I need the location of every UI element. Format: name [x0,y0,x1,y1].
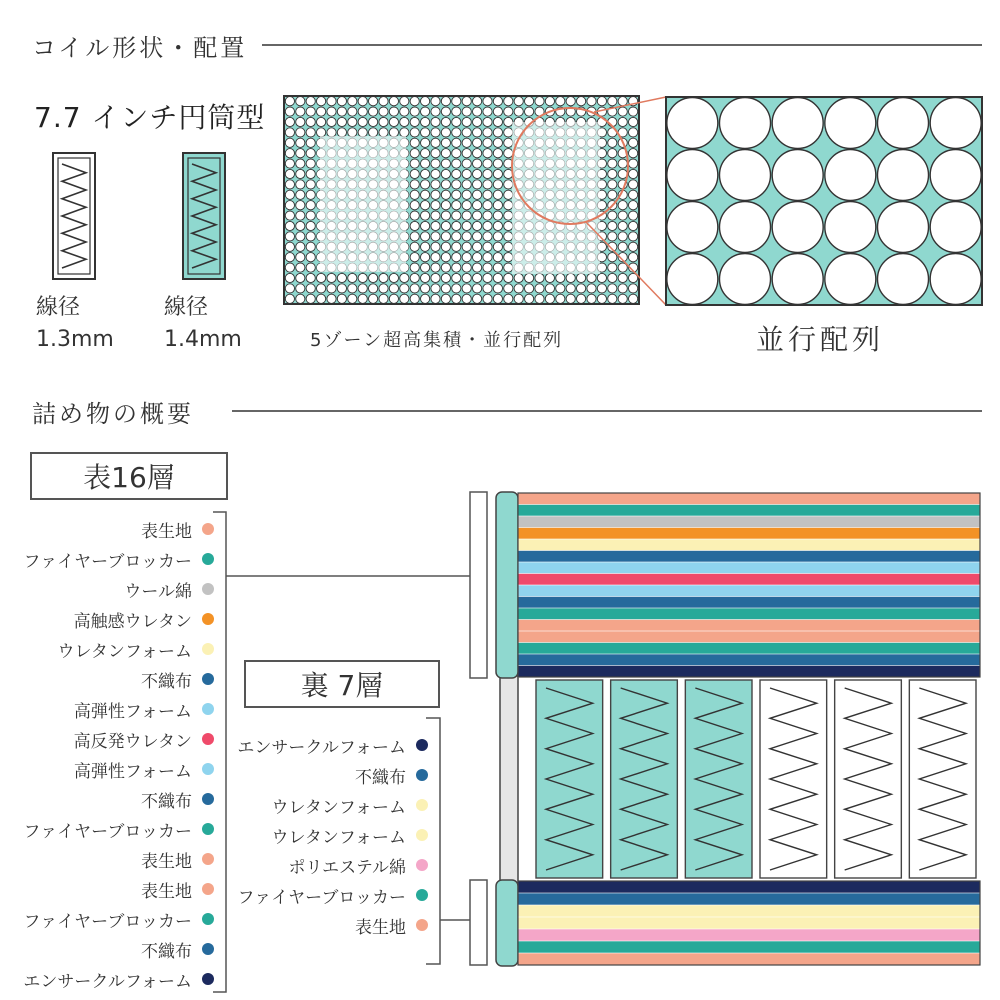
layer-stripe [518,953,980,965]
layer-name: 表生地 [141,881,192,902]
layer-stripe [518,631,980,643]
layer-stripe [518,539,980,551]
layer-name: エンサークルフォーム [237,737,406,758]
layer-stripe [518,516,980,528]
bottom-layers-title: 裏 7層 [244,660,440,708]
layer-name: ファイヤーブロッカー [23,911,192,932]
layer-name: ファイヤーブロッカー [237,887,406,908]
coil-layout-caption: 5ゾーン超高集積・並行配列 [310,330,564,351]
wire-label: 線径 [36,295,81,320]
coil-zoom-caption: 並行配列 [756,323,885,356]
layer-name: ウレタンフォーム [57,641,192,662]
layer-stripe [518,574,980,586]
layer-stripe [518,893,980,905]
layer-stripe [518,905,980,917]
layer-name: ファイヤーブロッカー [23,551,192,572]
layer-name: 不織布 [141,671,192,692]
layer-stripe [518,585,980,597]
wire-size: 1.4mm [164,327,242,352]
layer-name: ウレタンフォーム [271,827,406,848]
wire-label: 線径 [164,295,209,320]
layer-name: エンサークルフォーム [23,971,192,992]
wire-size: 1.3mm [36,327,114,352]
layer-stripe [518,929,980,941]
layer-stripe [518,597,980,609]
layer-name: 表生地 [141,851,192,872]
layer-stripe [518,666,980,678]
layer-name: 高触感ウレタン [73,611,192,632]
top-layers-title: 表16層 [30,452,228,500]
layer-name: 不織布 [141,791,192,812]
filling-section-title: 詰め物の概要 [32,400,194,428]
layer-name: 不織布 [141,941,192,962]
layer-stripe [518,941,980,953]
layer-stripe [518,608,980,620]
layer-name: 高弾性フォーム [73,701,192,722]
layer-stripe [518,917,980,929]
layer-stripe [518,620,980,632]
coil-section-title: コイル形状・配置 [32,34,248,62]
layer-name: 不織布 [355,767,406,788]
layer-stripe [518,881,980,893]
layer-stripe [518,654,980,666]
layer-name: ポリエステル綿 [288,857,406,878]
layer-stripe [518,551,980,563]
layer-stripe [518,562,980,574]
layer-name: 表生地 [355,917,406,938]
layer-stripe [518,643,980,655]
layer-name: 高弾性フォーム [73,761,192,782]
layer-name: 表生地 [141,521,192,542]
layer-name: 高反発ウレタン [73,731,192,752]
layer-stripe [518,528,980,540]
layer-stripe [518,505,980,517]
layer-name: ウレタンフォーム [271,797,406,818]
layer-name: ウール綿 [124,581,192,602]
coil-type-title: 7.7 インチ円筒型 [34,101,266,134]
layer-name: ファイヤーブロッカー [23,821,192,842]
layer-stripe [518,493,980,505]
